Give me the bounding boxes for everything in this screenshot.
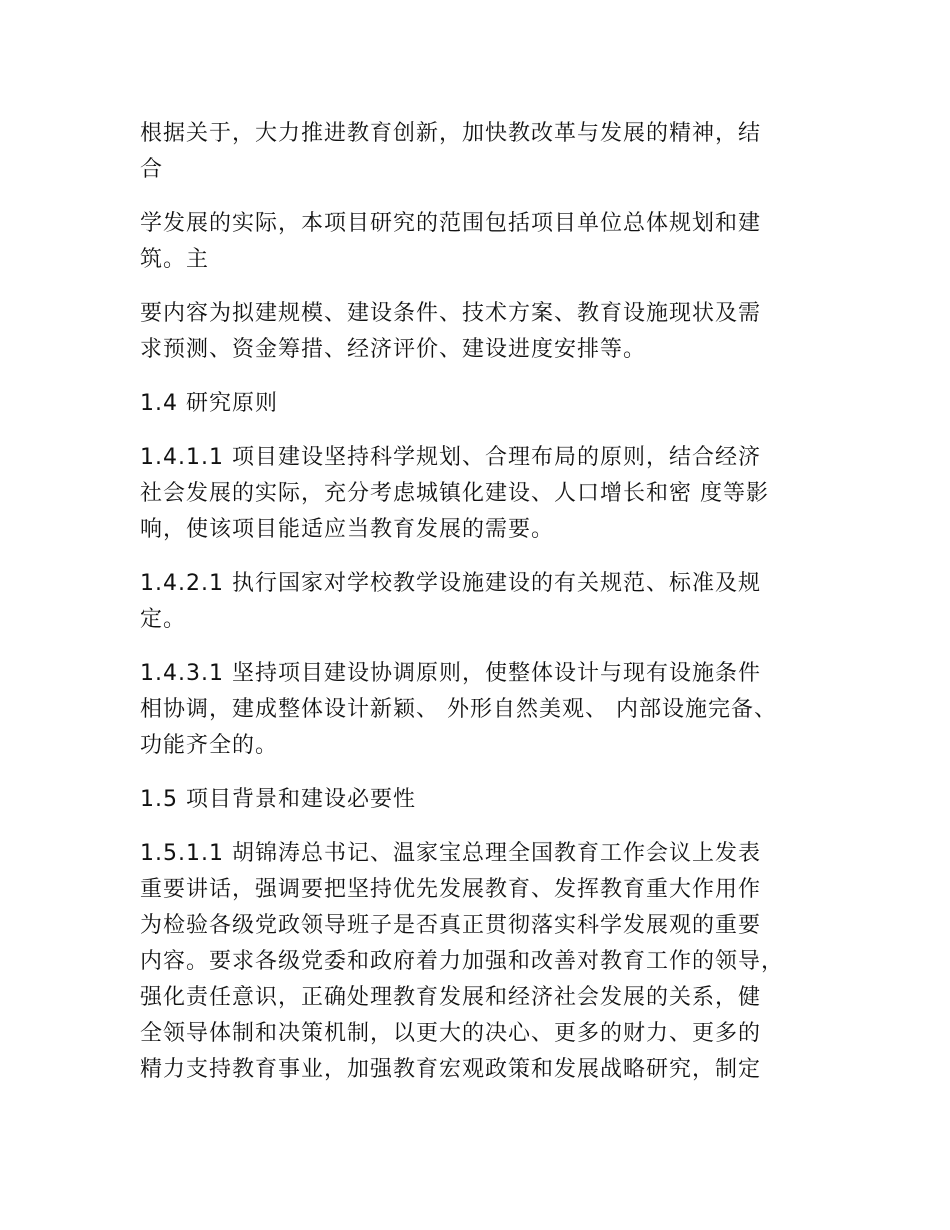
paragraph-1-4-2-1 <box>140 566 820 638</box>
text-line: 1.4 研究原则 <box>140 391 278 416</box>
text-line: 重要讲话，强调要把坚持优先发展教育、发挥教育重大作用作 <box>140 877 762 902</box>
paragraph-1-4-3-1 <box>140 656 820 764</box>
text-line: 社会发展的实际，充分考虑城镇化建设、人口增长和密 度等影 <box>140 481 769 506</box>
heading-1-5 <box>140 782 820 818</box>
paragraph-scope <box>140 206 820 278</box>
text-line: 功能齐全的。 <box>140 733 279 758</box>
text-line: 1.4.3.1 坚持项目建设协调原则，使整体设计与现有设施条件 <box>140 661 761 686</box>
text-line: 1.4.2.1 执行国家对学校教学设施建设的有关规范、标准及规 <box>140 571 761 596</box>
paragraph-basis <box>140 116 820 188</box>
heading-1-4 <box>140 386 820 422</box>
paragraph-content <box>140 296 820 368</box>
text-line: 1.5 项目背景和建设必要性 <box>140 787 416 812</box>
text-line: 定。 <box>140 607 187 632</box>
text-line: 相协调，建成整体设计新颖、 外形自然美观、 内部设施完备、 <box>140 697 777 722</box>
text-line: 精力支持教育事业，加强教育宏观政策和发展战略研究，制定 <box>140 1057 762 1082</box>
text-line: 要内容为拟建规模、建设条件、技术方案、教育设施现状及需 <box>140 301 762 326</box>
text-line: 筑。主 <box>140 247 210 272</box>
text-line: 1.4.1.1 项目建设坚持科学规划、合理布局的原则，结合经济 <box>140 445 761 470</box>
text-line: 全领导体制和决策机制，以更大的决心、更多的财力、更多的 <box>140 1021 762 1046</box>
text-line: 内容。要求各级党委和政府着力加强和改善对教育工作的领导， <box>140 949 785 974</box>
text-line: 根据关于，大力推进教育创新，加快教改革与发展的精神，结 <box>140 121 762 146</box>
document-body <box>140 116 820 1106</box>
text-line: 学发展的实际，本项目研究的范围包括项目单位总体规划和建 <box>140 211 762 236</box>
paragraph-1-5-1-1 <box>140 836 820 1088</box>
text-line: 响，使该项目能适应当教育发展的需要。 <box>140 517 555 542</box>
text-line: 为检验各级党政领导班子是否真正贯彻落实科学发展观的重要 <box>140 913 762 938</box>
text-line: 求预测、资金筹措、经济评价、建设进度安排等。 <box>140 337 647 362</box>
text-line: 强化责任意识，正确处理教育发展和经济社会发展的关系，健 <box>140 985 762 1010</box>
text-line: 合 <box>140 157 164 182</box>
paragraph-1-4-1-1 <box>140 440 820 548</box>
text-line: 1.5.1.1 胡锦涛总书记、温家宝总理全国教育工作会议上发表 <box>140 841 761 866</box>
